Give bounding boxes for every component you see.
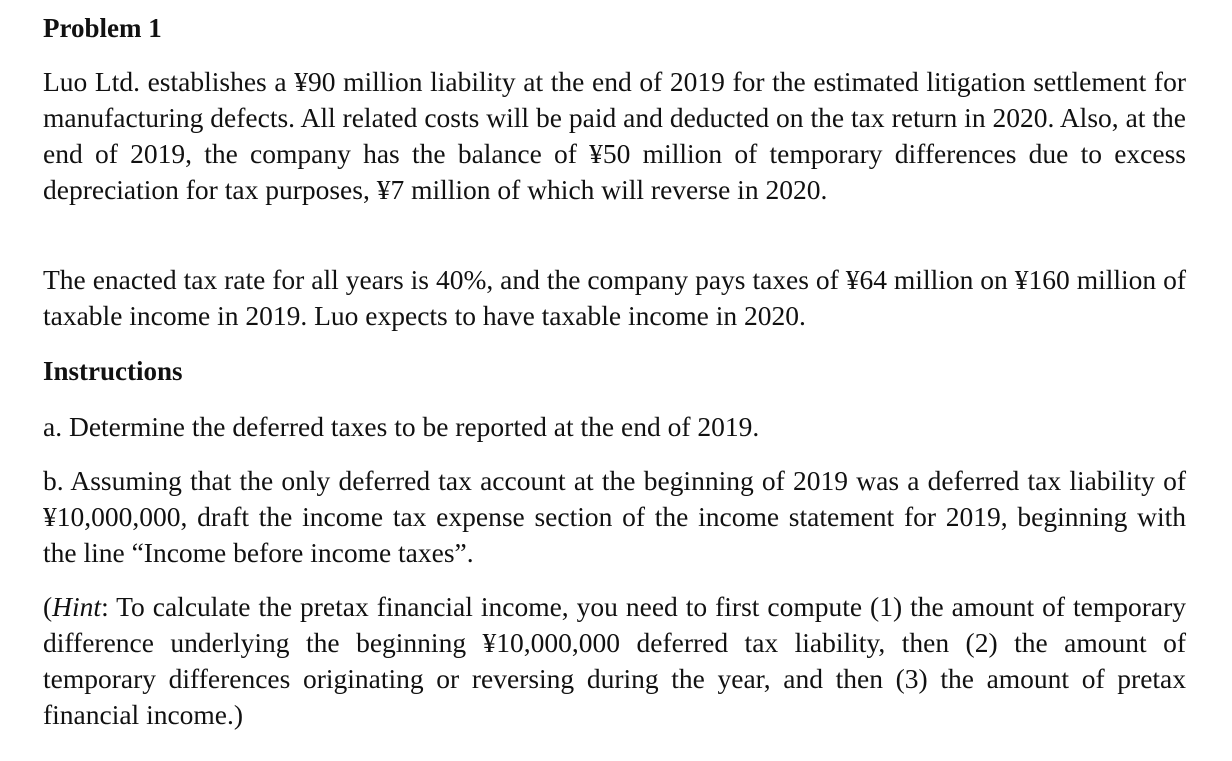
hint-open-paren: ( [43, 591, 53, 622]
problem-title: Problem 1 [43, 13, 162, 43]
problem-paragraph-2: The enacted tax rate for all years is 40%, and the company pays taxes of ¥64 million on ¥160 million of taxable income in 2019. Luo expects to have taxable income in 2020. [43, 264, 1186, 331]
hint-text: : To calculate the pretax financial income, you need to first compute (1) the amount of temporary difference underlying the beginning ¥10,000,000 deferred tax liability, then (2) the amount of temporary differences originating or reversing during the year, and then (3) the amount of pretax financial income.) [43, 591, 1186, 730]
instructions-title: Instructions [43, 356, 183, 386]
instruction-a: a. Determine the deferred taxes to be reported at the end of 2019. [43, 411, 760, 442]
instruction-b: b. Assuming that the only deferred tax account at the beginning of 2019 was a deferred tax liability of ¥10,000,000, draft the income tax expense section of the income statement for 2019, beginning with the line “Income before income taxes”. [43, 465, 1186, 568]
hint-paragraph [43, 589, 1186, 733]
problem-paragraph-1: Luo Ltd. establishes a ¥90 million liability at the end of 2019 for the estimated litigation settlement for manufacturing defects. All related costs will be paid and deducted on the tax return in 2020. Also, at the end of 2019, the company has the balance of ¥50 million of temporary differences due to excess depreciation for tax purposes, ¥7 million of which will reverse in 2020. [43, 66, 1186, 205]
hint-label: Hint [52, 591, 102, 622]
